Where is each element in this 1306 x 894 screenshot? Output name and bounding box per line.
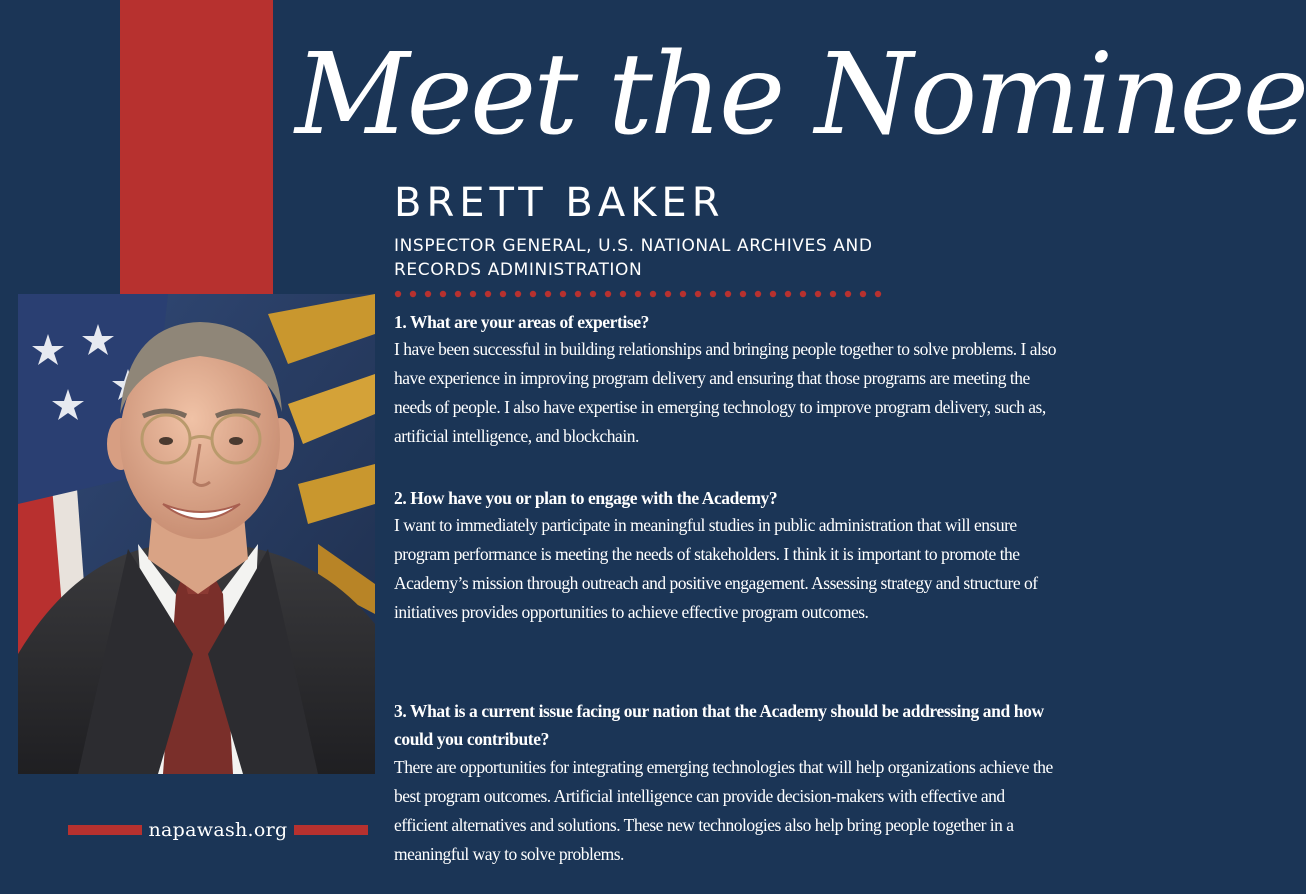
website-link[interactable]: napawash.org — [148, 819, 288, 841]
portrait-illustration — [18, 294, 375, 774]
nominee-name: BRETT BAKER — [394, 180, 725, 226]
divider-dot — [560, 291, 566, 297]
answer-2: I want to immediately participate in meaningful studies in public administration that will ensure program performance is meeting the needs of stakeholders. I think it is important to promote the Academy’s mission through outreach and positive engagement. Assessing strategy and structure of initiatives provides opportunities to achieve effective program outcomes. — [394, 515, 1038, 622]
divider-dot — [800, 291, 806, 297]
divider-dot — [815, 291, 821, 297]
divider-dot — [395, 291, 401, 297]
page-title: Meet the Nominee — [295, 30, 1306, 160]
divider-dot — [485, 291, 491, 297]
divider-dot — [620, 291, 626, 297]
divider-dot — [515, 291, 521, 297]
divider-dot — [500, 291, 506, 297]
divider-dot — [455, 291, 461, 297]
nominee-photo — [18, 294, 375, 774]
divider-dot — [740, 291, 746, 297]
divider-dot — [680, 291, 686, 297]
divider-dot — [410, 291, 416, 297]
divider-dot — [770, 291, 776, 297]
dotted-divider — [394, 288, 884, 300]
question-1: 1. What are your areas of expertise? — [394, 312, 650, 332]
qa-block-3 — [394, 697, 1060, 869]
answer-1: I have been successful in building relationships and bringing people together to solve problems. I also have experience in improving program delivery and ensuring that those programs are meeting the needs of people. I also have expertise in emerging technology to improve program delivery, such as, artificial intelligence, and blockchain. — [394, 339, 1056, 446]
divider-dot — [710, 291, 716, 297]
divider-dot — [665, 291, 671, 297]
divider-dot — [875, 291, 881, 297]
divider-dot — [725, 291, 731, 297]
question-2: 2. How have you or plan to engage with the Academy? — [394, 488, 778, 508]
question-3: 3. What is a current issue facing our nation that the Academy should be addressing and how could you contribute? — [394, 701, 1044, 749]
divider-dot — [650, 291, 656, 297]
divider-dot — [755, 291, 761, 297]
divider-dot — [830, 291, 836, 297]
divider-dot — [530, 291, 536, 297]
divider-dot — [635, 291, 641, 297]
divider-dot — [545, 291, 551, 297]
divider-dot — [785, 291, 791, 297]
footer-line-right — [294, 825, 368, 835]
red-accent-bar — [120, 0, 273, 294]
divider-dot — [845, 291, 851, 297]
answer-3: There are opportunities for integrating emerging technologies that will help organizations achieve the best program outcomes. Artificial intelligence can provide decision-makers with effective and efficient alternatives and solutions. These new technologies also help bring people together in a meaningful way to solve problems. — [394, 757, 1053, 864]
divider-dot — [470, 291, 476, 297]
footer — [68, 815, 368, 845]
divider-dot — [695, 291, 701, 297]
divider-dot — [440, 291, 446, 297]
nominee-role: INSPECTOR GENERAL, U.S. NATIONAL ARCHIVES AND RECORDS ADMINISTRATION — [394, 236, 873, 280]
qa-block-1 — [394, 310, 1060, 451]
divider-dot — [605, 291, 611, 297]
divider-dot — [590, 291, 596, 297]
qa-block-2 — [394, 486, 1060, 627]
divider-dot — [425, 291, 431, 297]
divider-dot — [860, 291, 866, 297]
divider-dot — [575, 291, 581, 297]
